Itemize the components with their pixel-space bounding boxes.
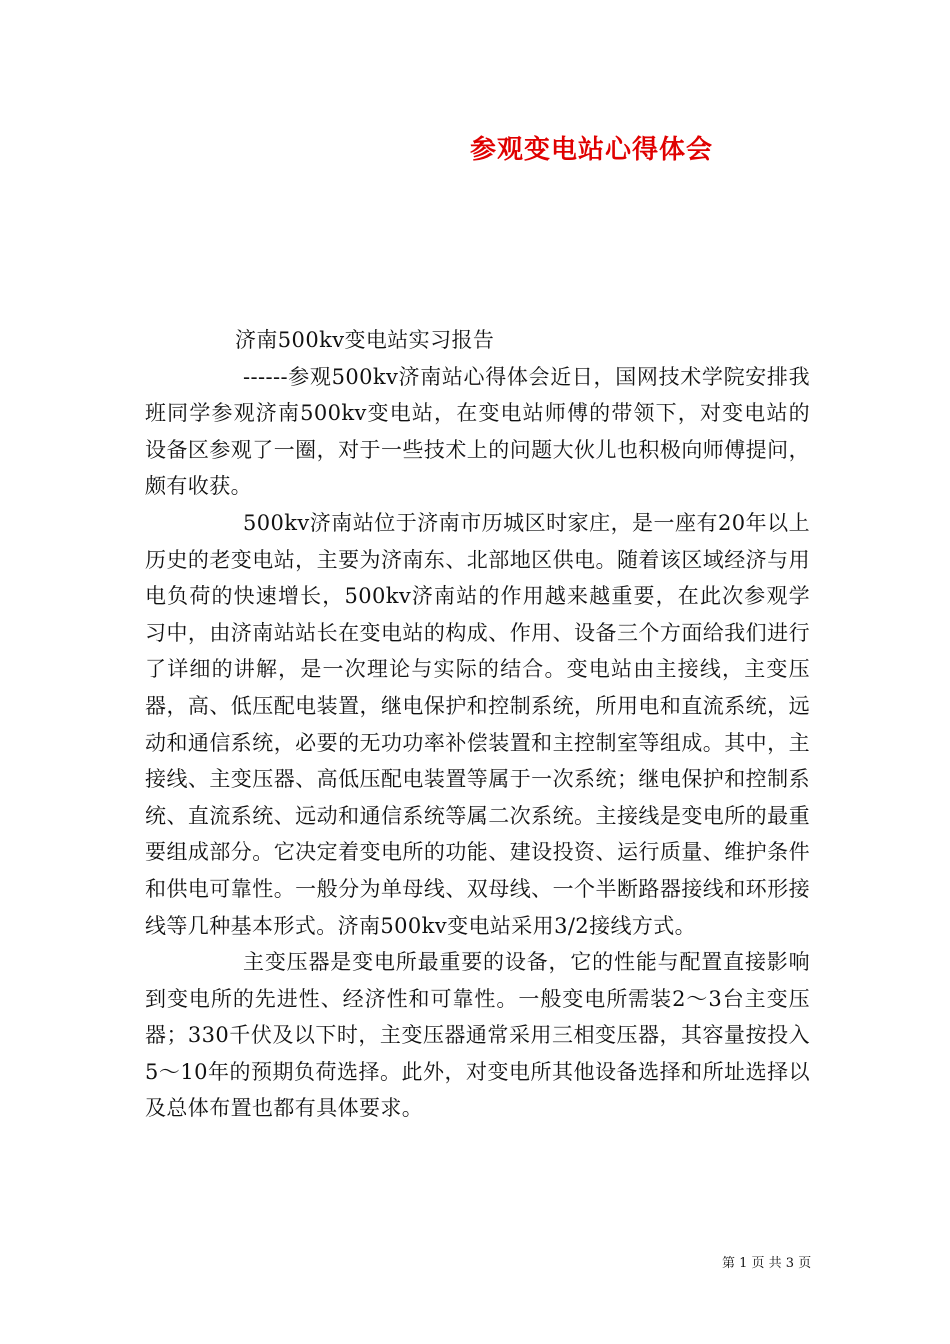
- paragraph-station-overview: 500kv济南站位于济南市历城区时家庄，是一座有20年以上历史的老变电站，主要为济南东、北部地区供电。随着该区域经济与用电负荷的快速增长，500kv济南站的作用越来越重要，在此次参观学习中，由济南站站长在变电站的构成、作用、设备三个方面给我们进行了详细的讲解，是一次理论与实际的结合。变电站由主接线，主变压器，高、低压配电装置，继电保护和控制系统，所用电和直流系统，远动和通信系统，必要的无功功率补偿装置和主控制室等组成。其中，主接线、主变压器、高低压配电装置等属于一次系统；继电保护和控制系统、直流系统、远动和通信系统等属二次系统。主接线是变电所的最重要组成部分。它决定着变电所的功能、建设投资、运行质量、维护条件和供电可靠性。一般分为单母线、双母线、一个半断路器接线和环形接线等几种基本形式。济南500kv变电站采用3/2接线方式。: [145, 510, 810, 938]
- page-number-footer: 第 1 页 共 3 页: [722, 1256, 812, 1271]
- report-subtitle: 济南500kv变电站实习报告: [235, 328, 495, 352]
- page-title: 参观变电站心得体会: [470, 135, 714, 165]
- paragraph-main-transformer: 主变压器是变电所最重要的设备，它的性能与配置直接影响到变电所的先进性、经济性和可靠性。一般变电所需装2～3台主变压器；330千伏及以下时，主变压器通常采用三相变压器，其容量按投入5～10年的预期负荷选择。此外，对变电所其他设备选择和所址选择以及总体布置也都有具体要求。: [145, 950, 810, 1121]
- paragraph-intro: ------参观500kv济南站心得体会近日，国网技术学院安排我班同学参观济南500kv变电站，在变电站师傅的带领下，对变电站的设备区参观了一圈，对于一些技术上的问题大伙儿也积极向师傅提问，颇有收获。: [145, 364, 810, 499]
- document-body: [145, 322, 810, 1127]
